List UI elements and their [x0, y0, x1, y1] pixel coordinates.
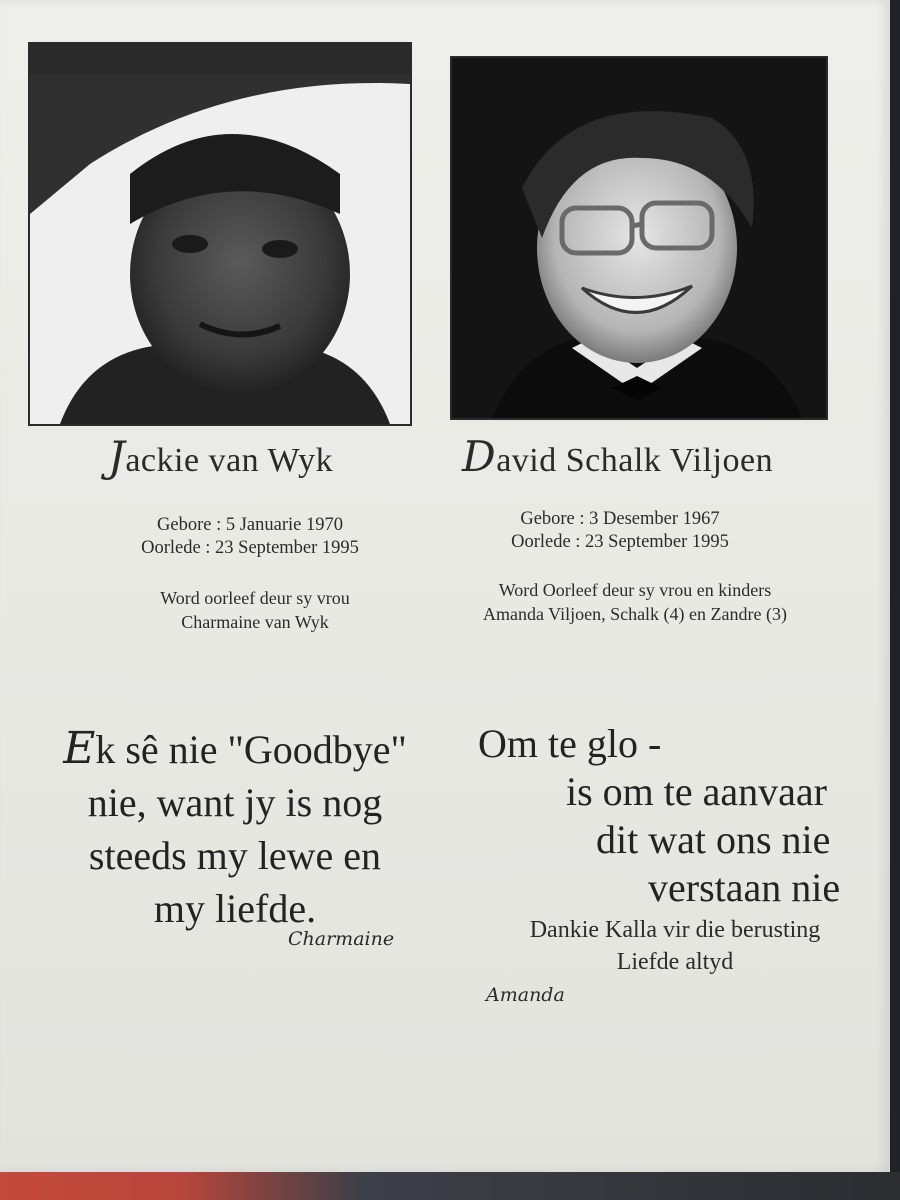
name-initial-right: D: [462, 432, 497, 481]
died-date-right: Oorlede : 23 September 1995: [511, 532, 729, 552]
portrait-photo-right: [450, 56, 828, 420]
quote-left-line3: steeds my lewe en: [88, 833, 382, 878]
died-date-left: Oorlede : 23 September 1995: [141, 538, 359, 558]
born-date-right: Gebore : 3 Desember 1967: [520, 509, 720, 529]
quote-right-line1: Om te glo -: [478, 721, 662, 766]
quote-right-line3: dit wat ons nie: [596, 817, 831, 862]
deceased-name-left: [108, 432, 333, 481]
deceased-name-right: [462, 432, 773, 481]
survivors-line2-right: Amanda Viljoen, Schalk (4) en Zandre (3): [483, 604, 787, 624]
quote-left-line2: nie, want jy is nog: [87, 780, 383, 825]
quote-initial-left: E: [63, 723, 96, 774]
tribute-quote-left: [40, 722, 430, 935]
survivors-left: [90, 586, 420, 634]
name-rest-right: avid Schalk Viljoen: [496, 442, 774, 479]
portrait-photo-left: [28, 42, 412, 426]
survivors-line1-left: Word oorleef deur sy vrou: [160, 588, 350, 608]
dates-left: [100, 514, 400, 560]
quote-left-line1-rest: k sê nie "Goodbye": [95, 727, 407, 772]
background-edge-bottom: [0, 1172, 900, 1200]
signature-right: Amanda: [486, 984, 565, 1006]
quote-left-line1: [40, 722, 430, 776]
thanks-line1: Dankie Kalla vir die berusting: [529, 917, 821, 943]
quote-left-line4: my liefde.: [153, 886, 317, 931]
background-edge-right: [890, 0, 900, 1200]
thanks-note: [480, 914, 870, 978]
name-rest-left: ackie van Wyk: [125, 442, 334, 479]
born-date-left: Gebore : 5 Januarie 1970: [157, 515, 343, 535]
survivors-line1-right: Word Oorleef deur sy vrou en kinders: [498, 580, 772, 600]
name-initial-left: J: [108, 432, 126, 481]
survivors-right: [440, 578, 830, 626]
survivors-line2-left: Charmaine van Wyk: [181, 612, 329, 632]
quote-right-line2: is om te aanvaar: [566, 769, 827, 814]
quote-right-line4: verstaan nie: [648, 865, 841, 910]
dates-right: [470, 508, 770, 554]
thanks-line2: Liefde altyd: [616, 949, 734, 975]
signature-left: Charmaine: [288, 928, 395, 950]
